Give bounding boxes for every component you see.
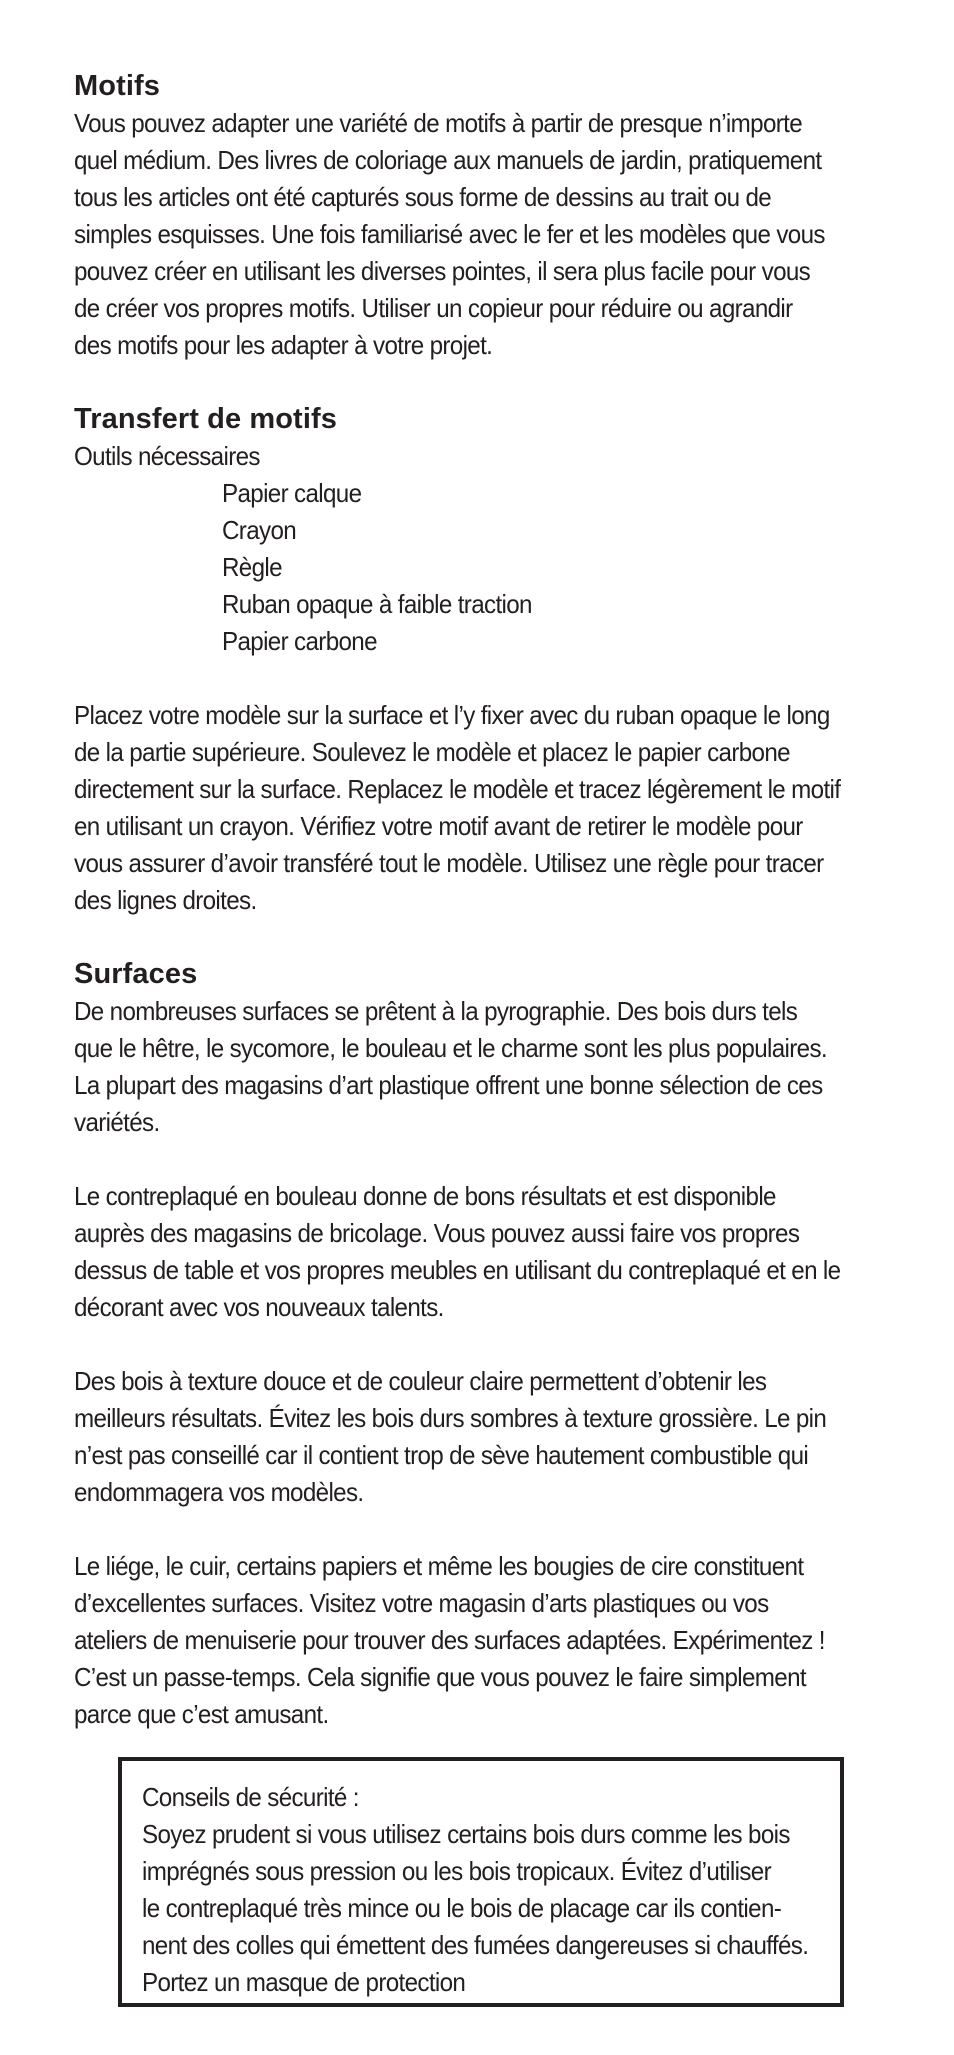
tool-item: Règle — [222, 552, 282, 582]
heading-motifs: Motifs — [74, 70, 160, 102]
tool-item: Papier calque — [222, 478, 362, 508]
spacer — [74, 919, 894, 956]
section-motifs — [74, 68, 894, 364]
section-surfaces — [74, 956, 894, 1733]
tool-item: Papier carbone — [222, 626, 377, 656]
safety-title: Conseils de sécurité : — [142, 1782, 359, 1812]
paragraph-transfert: Placez votre modèle sur la surface et l’y fixer avec du ruban opaque le long de la partie supérieure. Soulevez le modèle et placez le papier carbone directement sur la surface. Replacez le modèle et tracez légèrement le motif en utilisant un crayon. Vérifiez votre motif avant de retirer le modèle pour vous assurer d’avoir transféré tout le modèle. Utilisez une règle pour tracer des lignes droites. — [74, 700, 841, 915]
spacer — [74, 1141, 894, 1178]
section-transfert — [74, 401, 894, 919]
heading-transfert: Transfert de motifs — [74, 403, 337, 435]
heading-surfaces: Surfaces — [74, 958, 198, 990]
safety-text: Soyez prudent si vous utilisez certains bois durs comme les bois imprégnés sous pression ou les bois tropicaux. Évitez d’utiliser le contreplaqué très mince ou le bois de placage car ils contien- nent des colles qui émettent des fumées dangereuses si chauffés. Portez un masque de protection — [142, 1819, 809, 1997]
paragraph-surfaces-3: Des bois à texture douce et de couleur claire permettent d’obtenir les meilleurs résultats. Évitez les bois durs sombres à texture grossière. Le pin n’est pas conseillé car il contient trop de sève hautement combustible qui endommagera vos modèles. — [74, 1366, 827, 1507]
document-page — [74, 68, 894, 1733]
spacer — [74, 1326, 894, 1363]
tool-item: Ruban opaque à faible traction — [222, 589, 532, 619]
spacer — [74, 364, 894, 401]
tools-list — [74, 475, 894, 660]
paragraph-surfaces-4: Le liége, le cuir, certains papiers et même les bougies de cire constituent d’excellentes surfaces. Visitez votre magasin d’arts plastiques ou vos ateliers de menuiserie pour trouver des surfaces adaptées. Expérimentez ! C’est un passe-temps. Cela signifie que vous pouvez le faire simplement parce que c’est amusant. — [74, 1551, 825, 1729]
tool-item: Crayon — [222, 515, 297, 545]
paragraph-surfaces-2: Le contreplaqué en bouleau donne de bons résultats et est disponible auprès des magasins de bricolage. Vous pouvez aussi faire vos propres dessus de table et vos propres meubles en utilisant du contreplaqué et en le décorant avec vos nouveaux talents. — [74, 1181, 841, 1322]
spacer — [74, 1511, 894, 1548]
paragraph-motifs: Vous pouvez adapter une variété de motifs à partir de presque n’importe quel médium. Des livres de coloriage aux manuels de jardin, pratiquement tous les articles ont été capturés sous forme de dessins au trait ou de simples esquisses. Une fois familiarisé avec le fer et les modèles que vous pouvez créer en utilisant les diverses pointes, il sera plus facile pour vous de créer vos propres motifs. Utiliser un copieur pour réduire ou agrandir des motifs pour les adapter à votre projet. — [74, 108, 825, 360]
spacer — [74, 660, 894, 697]
safety-box — [118, 1757, 844, 2007]
paragraph-surfaces-1: De nombreuses surfaces se prêtent à la pyrographie. Des bois durs tels que le hêtre, le sycomore, le bouleau et le charme sont les plus populaires. La plupart des magasins d’art plastique offrent une bonne sélection de ces variétés. — [74, 996, 827, 1137]
tools-label: Outils nécessaires — [74, 441, 260, 471]
